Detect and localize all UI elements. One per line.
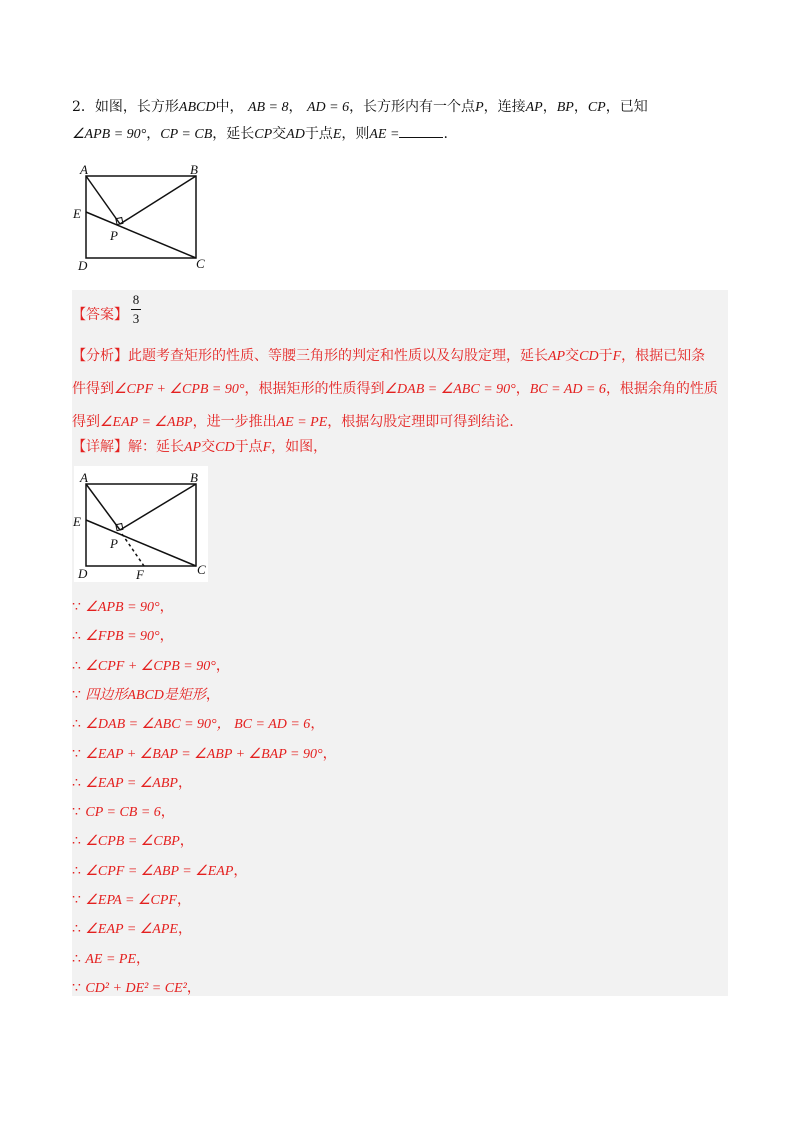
label-c: C [196,256,205,271]
step-expression: 四边形ABCD是矩形 [85,687,206,703]
step-tail: ， [159,628,174,645]
label-e: E [73,206,81,221]
step-symbol: ∴ [72,657,86,674]
label-b: B [190,162,198,177]
step-expression: ∠EPA = ∠CPF [85,893,177,908]
label-e: E [73,514,81,529]
step-symbol: ∴ [72,833,86,850]
step-tail: ， [177,774,192,791]
proof-step [72,772,192,792]
step-symbol: ∵ [72,686,86,703]
figure-rectangle-1 [70,160,220,272]
step-symbol: ∵ [72,892,86,908]
label-a: A [80,470,88,485]
label-p: P [110,536,118,551]
label-d: D [78,566,88,581]
step-expression: AE = PE [85,951,137,967]
step-expression: ∠DAB = ∠ABC = 90°， BC = AD = 6 [85,717,311,733]
step-tail: ， [215,657,230,674]
proof-step [72,889,191,909]
answer-blank [399,125,443,138]
figure-rectangle-2 [70,466,220,584]
answer-row: 【答案】 [72,307,128,323]
step-symbol: ∴ [72,950,86,967]
step-tail: ， [233,862,248,879]
proof-step [72,918,192,938]
label-p: P [110,228,118,243]
step-tail: ， [160,804,175,821]
step-expression: ∠CPB = ∠CBP [85,834,180,850]
step-tail: ， [205,686,220,703]
proof-step [72,743,337,763]
label-a: A [80,162,88,177]
step-symbol: ∴ [72,716,86,733]
step-tail: ， [322,745,337,762]
step-symbol: ∴ [72,921,86,938]
step-expression: ∠FPB = 90° [85,629,160,645]
proof-step [72,860,247,880]
step-expression: ∠APB = 90° [85,600,160,615]
analysis-block: 【分析】此题考查矩形的性质、等腰三角形的判定和性质以及勾股定理，延长AP交CD于F，根据已知条 件得到∠CPF + ∠CPB = 90°，根据矩形的性质得到∠DAB = ∠ABC = 90°，BC = AD = 6，根据余角的性质 得到∠EAP = ∠ABP，进一步推出AE = PE，根据勾股定理即可得到结论. [72,348,718,430]
step-symbol: ∵ [72,599,86,615]
proof-step [72,948,150,968]
step-symbol: ∵ [72,979,86,996]
step-tail: ， [186,979,201,996]
step-expression: ∠CPF + ∠CPB = 90° [85,658,216,674]
step-symbol: ∴ [72,862,86,879]
step-symbol: ∴ [72,774,86,791]
step-tail: ， [159,599,174,615]
proof-step [72,625,174,645]
step-expression: ∠EAP = ∠APE [85,922,178,938]
step-expression: CP = CB = 6 [85,805,161,821]
proof-step [72,830,194,850]
step-expression: ∠EAP + ∠BAP = ∠ABP + ∠BAP = 90° [85,746,323,762]
label-d: D [78,258,88,272]
step-expression: ∠EAP = ∠ABP [85,775,178,791]
step-symbol: ∵ [72,745,86,762]
proof-step [72,801,175,821]
proof-step [72,713,324,733]
step-tail: ， [179,833,194,850]
step-symbol: ∴ [72,628,86,645]
proof-step [72,977,201,997]
answer-fraction: 8 3 [132,292,140,326]
label-c: C [197,562,206,577]
proof-step [72,684,220,704]
step-symbol: ∵ [72,804,86,821]
step-expression: CD² + DE² = CE² [85,980,187,996]
detail-heading: 【详解】解：延长AP交CD于点F，如图， [72,439,328,455]
step-tail: ， [176,892,191,908]
label-f: F [136,567,144,582]
step-tail: ， [136,950,151,967]
proof-step [72,596,174,616]
proof-step [72,655,230,675]
step-tail: ， [177,921,192,938]
question-text: 2．如图，长方形ABCD中， AB = 8， AD = 6，长方形内有一个点P，连接AP，BP，CP，已知 ∠APB = 90°，CP = CB，延长CP交AD于点E，则AE = . [72,99,648,142]
step-expression: ∠CPF = ∠ABP = ∠EAP [85,863,234,879]
step-tail: ， [310,716,325,733]
label-b: B [190,470,198,485]
